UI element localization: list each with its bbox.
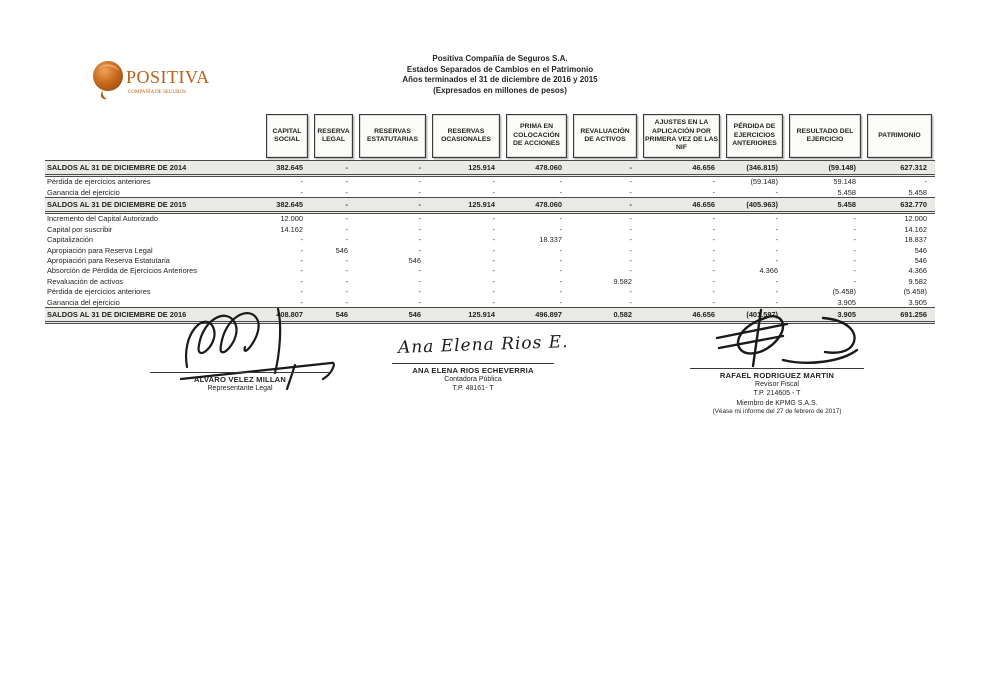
cell-value: - bbox=[345, 256, 348, 266]
signature-stroke-revisor bbox=[695, 308, 885, 370]
cell-value: - bbox=[345, 235, 348, 245]
signer-member: Miembro de KPMG S.A.S. bbox=[736, 399, 818, 407]
row-label: Capitalización bbox=[47, 235, 94, 245]
cell-value: 627.312 bbox=[900, 162, 927, 172]
row-label: Pérdida de ejercicios anteriores bbox=[47, 177, 151, 187]
cell-value: - bbox=[492, 266, 495, 276]
table-row bbox=[45, 276, 935, 286]
row-label: SALDOS AL 31 DE DICIEMBRE DE 2015 bbox=[47, 200, 187, 210]
cell-value: - bbox=[559, 266, 562, 276]
cell-value: - bbox=[345, 276, 348, 286]
signer-role: Contadora Pública bbox=[444, 375, 502, 383]
signer-tp: T.P. 214605 - T bbox=[753, 390, 801, 397]
cell-value: (59.148) bbox=[828, 162, 856, 172]
cell-value: - bbox=[853, 235, 856, 245]
cell-value: - bbox=[559, 287, 562, 297]
cell-value: 18.337 bbox=[539, 235, 562, 245]
cell-value: 5.458 bbox=[837, 200, 856, 210]
table-row bbox=[45, 187, 935, 197]
cell-value: - bbox=[300, 245, 303, 255]
cell-value: - bbox=[345, 287, 348, 297]
statement-title: Estados Separados de Cambios en el Patrimonio bbox=[406, 64, 594, 74]
cell-value: - bbox=[300, 235, 303, 245]
cell-value: - bbox=[629, 162, 632, 172]
cell-value: - bbox=[492, 235, 495, 245]
cell-value: 546 bbox=[408, 256, 421, 266]
cell-value: - bbox=[492, 224, 495, 234]
brand-name: POSITIVA bbox=[126, 67, 210, 87]
cell-value: 125.914 bbox=[468, 310, 495, 320]
signer-name: RAFAEL RODRIGUEZ MARTIN bbox=[719, 370, 835, 380]
column-header: CAPITAL SOCIAL bbox=[266, 114, 308, 158]
cell-value: - bbox=[629, 245, 632, 255]
cell-value: 546 bbox=[408, 310, 421, 320]
cell-value: 18.837 bbox=[904, 235, 927, 245]
cell-value: - bbox=[712, 224, 715, 234]
cell-value: - bbox=[712, 245, 715, 255]
cell-value: - bbox=[418, 224, 421, 234]
cell-value: - bbox=[300, 266, 303, 276]
cell-value: (5.458) bbox=[903, 287, 927, 297]
signature-line bbox=[690, 368, 864, 369]
row-label: Apropiación para Reserva Estatutaria bbox=[47, 256, 170, 266]
header-spacer bbox=[45, 113, 263, 160]
handwritten-signature-contadora: Ana Elena Rios E. bbox=[397, 332, 569, 358]
cell-value: - bbox=[345, 177, 348, 187]
cell-value: - bbox=[345, 162, 348, 172]
cell-value: 14.162 bbox=[280, 224, 303, 234]
positiva-logo bbox=[88, 56, 212, 109]
row-label: Incremento del Capital Autorizado bbox=[47, 214, 158, 224]
table-row bbox=[45, 255, 935, 265]
cell-value: (346.815) bbox=[746, 162, 778, 172]
cell-value: - bbox=[418, 214, 421, 224]
currency-note: (Expresados en millones de pesos) bbox=[433, 85, 567, 95]
cell-value: 3.905 bbox=[908, 297, 927, 307]
column-header: PATRIMONIO bbox=[867, 114, 932, 158]
cell-value: 125.914 bbox=[468, 200, 495, 210]
table-row bbox=[45, 177, 935, 187]
cell-value: 125.914 bbox=[468, 162, 495, 172]
column-header: AJUSTES EN LA APLICACIÓN POR PRIMERA VEZ DE LAS NIF bbox=[643, 114, 720, 158]
cell-value: - bbox=[300, 276, 303, 286]
cell-value: - bbox=[418, 297, 421, 307]
cell-value: - bbox=[492, 256, 495, 266]
row-label: Ganancia del ejercicio bbox=[47, 297, 120, 307]
table-header-row bbox=[45, 113, 935, 160]
cell-value: - bbox=[418, 187, 421, 197]
brand-tagline: COMPAÑÍA DE SEGUROS bbox=[128, 90, 186, 95]
cell-value: - bbox=[559, 187, 562, 197]
signer-name: ANA ELENA RIOS ECHEVERRIA bbox=[412, 365, 534, 375]
cell-value: - bbox=[559, 177, 562, 187]
cell-value: - bbox=[712, 276, 715, 286]
signer-tp: T.P. 48161- T bbox=[452, 385, 494, 392]
cell-value: - bbox=[924, 177, 927, 187]
cell-value: - bbox=[853, 245, 856, 255]
cell-value: - bbox=[418, 200, 421, 210]
cell-value: 478.060 bbox=[535, 200, 562, 210]
cell-value: 3.905 bbox=[837, 310, 856, 320]
cell-value: - bbox=[775, 276, 778, 286]
cell-value: - bbox=[418, 287, 421, 297]
cell-value: - bbox=[712, 266, 715, 276]
cell-value: - bbox=[853, 266, 856, 276]
row-label: Ganancia del ejercicio bbox=[47, 187, 120, 197]
cell-value: 59.148 bbox=[833, 177, 856, 187]
cell-value: - bbox=[418, 162, 421, 172]
signature-block-contadora bbox=[392, 363, 554, 394]
cell-value: - bbox=[712, 177, 715, 187]
cell-value: - bbox=[629, 224, 632, 234]
cell-value: - bbox=[775, 245, 778, 255]
column-header: PÉRDIDA DE EJERCICIOS ANTERIORES bbox=[726, 114, 783, 158]
row-label: SALDOS AL 31 DE DICIEMBRE DE 2014 bbox=[47, 162, 187, 172]
cell-value: - bbox=[712, 297, 715, 307]
cell-value: - bbox=[629, 266, 632, 276]
row-label: Pérdida de ejercicios anteriores bbox=[47, 287, 151, 297]
cell-value: 9.582 bbox=[613, 276, 632, 286]
cell-value: - bbox=[345, 200, 348, 210]
equity-changes-table bbox=[45, 113, 935, 324]
cell-value: - bbox=[300, 297, 303, 307]
cell-value: - bbox=[418, 245, 421, 255]
column-header: RESERVAS ESTATUTARIAS bbox=[359, 114, 426, 158]
cell-value: 46.656 bbox=[692, 310, 715, 320]
cell-value: - bbox=[629, 256, 632, 266]
cell-value: - bbox=[853, 276, 856, 286]
table-row bbox=[45, 214, 935, 224]
cell-value: 46.656 bbox=[692, 200, 715, 210]
row-label: Capital por suscribir bbox=[47, 224, 113, 234]
table-row bbox=[45, 197, 935, 214]
cell-value: 546 bbox=[335, 310, 348, 320]
table-row bbox=[45, 245, 935, 255]
cell-value: - bbox=[712, 214, 715, 224]
column-header: PRIMA EN COLOCACIÓN DE ACCIONES bbox=[506, 114, 567, 158]
cell-value: - bbox=[345, 187, 348, 197]
cell-value: 12.000 bbox=[904, 214, 927, 224]
sphere-icon bbox=[93, 61, 123, 99]
table-row bbox=[45, 266, 935, 276]
table-row bbox=[45, 224, 935, 234]
cell-value: - bbox=[492, 177, 495, 187]
cell-value: - bbox=[300, 287, 303, 297]
cell-value: - bbox=[559, 214, 562, 224]
column-header: RESERVA LEGAL bbox=[314, 114, 353, 158]
cell-value: - bbox=[712, 287, 715, 297]
cell-value: - bbox=[712, 235, 715, 245]
cell-value: 408.807 bbox=[276, 310, 303, 320]
cell-value: - bbox=[712, 187, 715, 197]
cell-value: (5.458) bbox=[832, 287, 856, 297]
cell-value: (405.963) bbox=[746, 200, 778, 210]
cell-value: - bbox=[492, 245, 495, 255]
cell-value: - bbox=[492, 297, 495, 307]
cell-value: (401.597) bbox=[746, 310, 778, 320]
cell-value: (59.148) bbox=[750, 177, 778, 187]
cell-value: - bbox=[559, 276, 562, 286]
cell-value: - bbox=[559, 224, 562, 234]
cell-value: - bbox=[629, 235, 632, 245]
cell-value: 382.645 bbox=[276, 200, 303, 210]
cell-value: 546 bbox=[914, 245, 927, 255]
cell-value: - bbox=[559, 245, 562, 255]
signer-name: ALVARO VELEZ MILLAN bbox=[193, 374, 287, 384]
cell-value: - bbox=[492, 287, 495, 297]
cell-value: - bbox=[418, 177, 421, 187]
cell-value: 546 bbox=[335, 245, 348, 255]
cell-value: - bbox=[775, 214, 778, 224]
cell-value: - bbox=[775, 224, 778, 234]
cell-value: 12.000 bbox=[280, 214, 303, 224]
table-row bbox=[45, 160, 935, 177]
cell-value: - bbox=[775, 297, 778, 307]
cell-value: - bbox=[418, 266, 421, 276]
signature-block-revisor bbox=[668, 368, 886, 417]
table-row bbox=[45, 287, 935, 297]
cell-value: - bbox=[629, 200, 632, 210]
cell-value: 3.905 bbox=[837, 297, 856, 307]
signature-line bbox=[150, 372, 330, 373]
cell-value: - bbox=[345, 266, 348, 276]
cell-value: - bbox=[300, 187, 303, 197]
company-name: Positiva Compañía de Seguros S.A. bbox=[432, 54, 568, 63]
cell-value: - bbox=[345, 224, 348, 234]
cell-value: 382.645 bbox=[276, 162, 303, 172]
row-label: SALDOS AL 31 DE DICIEMBRE DE 2016 bbox=[47, 310, 187, 320]
cell-value: 9.582 bbox=[908, 276, 927, 286]
cell-value: 5.458 bbox=[837, 187, 856, 197]
cell-value: - bbox=[629, 187, 632, 197]
cell-value: - bbox=[418, 276, 421, 286]
row-label: Apropiación para Reserva Legal bbox=[47, 245, 153, 255]
cell-value: - bbox=[775, 256, 778, 266]
cell-value: - bbox=[559, 297, 562, 307]
positiva-logo-graphic bbox=[88, 56, 212, 104]
cell-value: - bbox=[300, 177, 303, 187]
cell-value: - bbox=[345, 214, 348, 224]
cell-value: - bbox=[853, 224, 856, 234]
column-header: RESERVAS OCASIONALES bbox=[432, 114, 500, 158]
cell-value: 632.770 bbox=[900, 200, 927, 210]
cell-value: - bbox=[345, 297, 348, 307]
cell-value: - bbox=[492, 214, 495, 224]
cell-value: 14.162 bbox=[904, 224, 927, 234]
cell-value: - bbox=[775, 187, 778, 197]
column-header: RESULTADO DEL EJERCICIO bbox=[789, 114, 861, 158]
cell-value: - bbox=[492, 187, 495, 197]
cell-value: - bbox=[629, 177, 632, 187]
cell-value: - bbox=[492, 276, 495, 286]
period-line: Años terminados el 31 de diciembre de 2016 y 2015 bbox=[402, 75, 598, 84]
document-header bbox=[280, 54, 720, 96]
cell-value: 546 bbox=[914, 256, 927, 266]
table-row bbox=[45, 235, 935, 245]
signature-line bbox=[392, 363, 554, 364]
signer-note: (Véase mi informe del 27 de febrero de 2017) bbox=[712, 408, 842, 415]
cell-value: 4.366 bbox=[759, 266, 778, 276]
cell-value: - bbox=[629, 214, 632, 224]
cell-value: - bbox=[775, 287, 778, 297]
cell-value: - bbox=[853, 214, 856, 224]
row-label: Revaluación de activos bbox=[47, 276, 124, 286]
signer-role: Representante Legal bbox=[207, 384, 273, 392]
cell-value: 46.656 bbox=[692, 162, 715, 172]
cell-value: 691.256 bbox=[900, 310, 927, 320]
table-body bbox=[45, 160, 935, 324]
cell-value: 478.060 bbox=[535, 162, 562, 172]
cell-value: 4.366 bbox=[908, 266, 927, 276]
cell-value: 496.897 bbox=[535, 310, 562, 320]
cell-value: - bbox=[775, 235, 778, 245]
cell-value: - bbox=[712, 256, 715, 266]
cell-value: - bbox=[300, 256, 303, 266]
signer-role: Revisor Fiscal bbox=[755, 380, 799, 388]
cell-value: 0.582 bbox=[613, 310, 632, 320]
cell-value: - bbox=[853, 256, 856, 266]
cell-value: 5.458 bbox=[908, 187, 927, 197]
signature-block-representante bbox=[150, 372, 330, 393]
column-header: REVALUACIÓN DE ACTIVOS bbox=[573, 114, 637, 158]
cell-value: - bbox=[629, 287, 632, 297]
cell-value: - bbox=[559, 256, 562, 266]
cell-value: - bbox=[629, 297, 632, 307]
cell-value: - bbox=[418, 235, 421, 245]
row-label: Absorción de Pérdida de Ejercicios Anteriores bbox=[47, 266, 197, 276]
